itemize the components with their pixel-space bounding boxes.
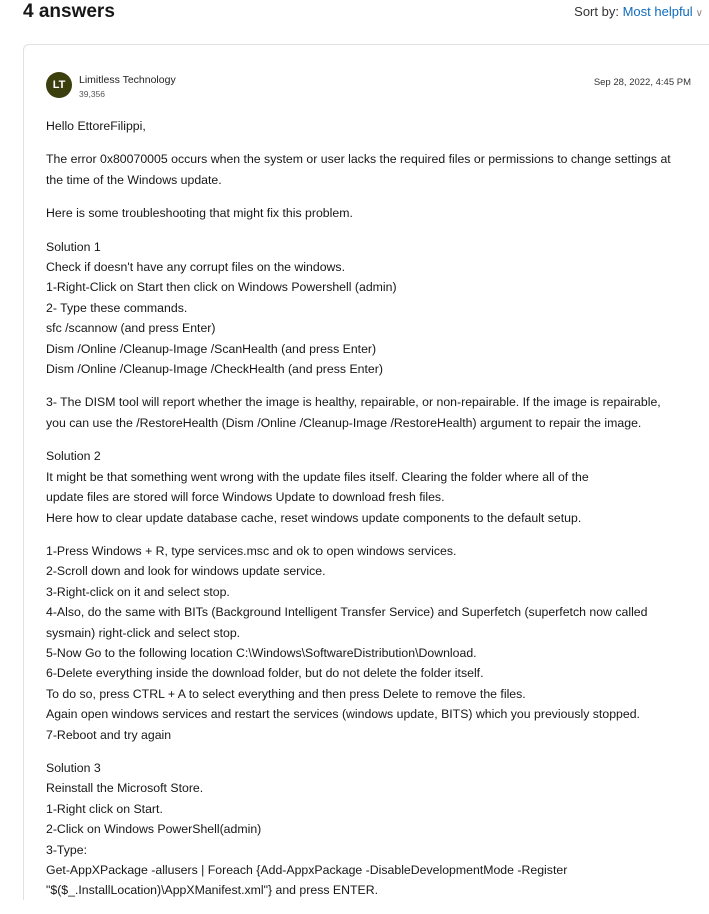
answer-line: Dism /Online /Cleanup-Image /CheckHealth (and press Enter)	[46, 362, 383, 377]
answer-line: The error 0x80070005 occurs when the system or user lacks the required files or permissions to change settings at	[46, 152, 671, 167]
answer-line: 1-Right-Click on Start then click on Windows Powershell (admin)	[46, 280, 397, 295]
answer-line: you can use the /RestoreHealth (Dism /Online /Cleanup-Image /RestoreHealth) argument to repair the image.	[46, 415, 642, 430]
answers-count-heading: 4 answers	[23, 1, 115, 22]
answer-line: Here is some troubleshooting that might fix this problem.	[46, 206, 353, 221]
answer-paragraph	[46, 116, 701, 136]
answer-line: 2-Scroll down and look for windows update service.	[46, 564, 326, 579]
answer-paragraph	[46, 446, 701, 528]
answer-line: Check if doesn't have any corrupt files on the windows.	[46, 260, 345, 275]
answer-line: 5-Now Go to the following location C:\Windows\SoftwareDistribution\Download.	[46, 645, 477, 660]
answer-line: Hello EttoreFilippi,	[46, 119, 146, 133]
answer-line: 3-Right-click on it and select stop.	[46, 584, 230, 599]
author-reputation: 39,356	[79, 89, 105, 99]
sort-value[interactable]: Most helpful	[622, 4, 693, 19]
answer-line: sysmain) right-click and select stop.	[46, 625, 241, 640]
avatar[interactable]: LT	[46, 72, 72, 98]
answer-line: 1-Press Windows + R, type services.msc and ok to open windows services.	[46, 543, 457, 558]
answer-line: 4-Also, do the same with BITs (Background Intelligent Transfer Service) and Superfetch (superfetch now called	[46, 605, 648, 620]
answer-line: 2- Type these commands.	[46, 300, 188, 315]
answer-line: Get-AppXPackage -allusers | Foreach {Add-AppxPackage -DisableDevelopmentMode -Register	[46, 863, 568, 877]
answer-line: Here how to clear update database cache, reset windows update components to the default setup.	[46, 510, 582, 525]
answer-card	[23, 44, 709, 900]
answer-body	[46, 116, 701, 914]
answer-paragraph	[46, 758, 701, 901]
answer-line: update files are stored will force Windows Update to download fresh files.	[46, 490, 445, 505]
author-name[interactable]: Limitless Technology	[79, 74, 176, 86]
answer-line: 6-Delete everything inside the download folder, but do not delete the folder itself.	[46, 666, 484, 681]
answer-line: "$($_.InstallLocation)\AppXManifest.xml"} and press ENTER.	[46, 883, 379, 898]
answer-paragraph	[46, 203, 701, 223]
answer-line: 3-Type:	[46, 842, 88, 857]
answer-line: Solution 2	[46, 449, 101, 464]
chevron-down-icon[interactable]: ∨	[695, 8, 703, 19]
answer-paragraph	[46, 237, 701, 380]
answer-line: Solution 1	[46, 239, 101, 254]
answer-line: Reinstall the Microsoft Store.	[46, 781, 204, 796]
answer-line: 2-Click on Windows PowerShell(admin)	[46, 822, 262, 837]
answer-line: 7-Reboot and try again	[46, 727, 172, 742]
answer-line: 3- The DISM tool will report whether the image is healthy, repairable, or non-repairable. If the image is repairable,	[46, 395, 661, 410]
sort-dropdown[interactable]	[574, 4, 703, 19]
answer-line: Dism /Online /Cleanup-Image /ScanHealth (and press Enter)	[46, 341, 377, 356]
answer-paragraph	[46, 149, 701, 190]
answer-line: 1-Right click on Start.	[46, 801, 163, 816]
answer-paragraph	[46, 392, 701, 433]
answer-line: Solution 3	[46, 760, 101, 775]
sort-label: Sort by:	[574, 4, 619, 19]
answer-line: sfc /scannow (and press Enter)	[46, 321, 216, 336]
answer-line: Again open windows services and restart the services (windows update, BITS) which you previously stopped.	[46, 707, 640, 722]
answer-line: It might be that something went wrong with the update files itself. Clearing the folder where all of the	[46, 469, 589, 484]
answer-date: Sep 28, 2022, 4:45 PM	[593, 77, 691, 88]
answer-line: To do so, press CTRL + A to select everything and then press Delete to remove the files.	[46, 686, 526, 701]
answer-paragraph	[46, 541, 701, 745]
answer-line: the time of the Windows update.	[46, 172, 222, 187]
